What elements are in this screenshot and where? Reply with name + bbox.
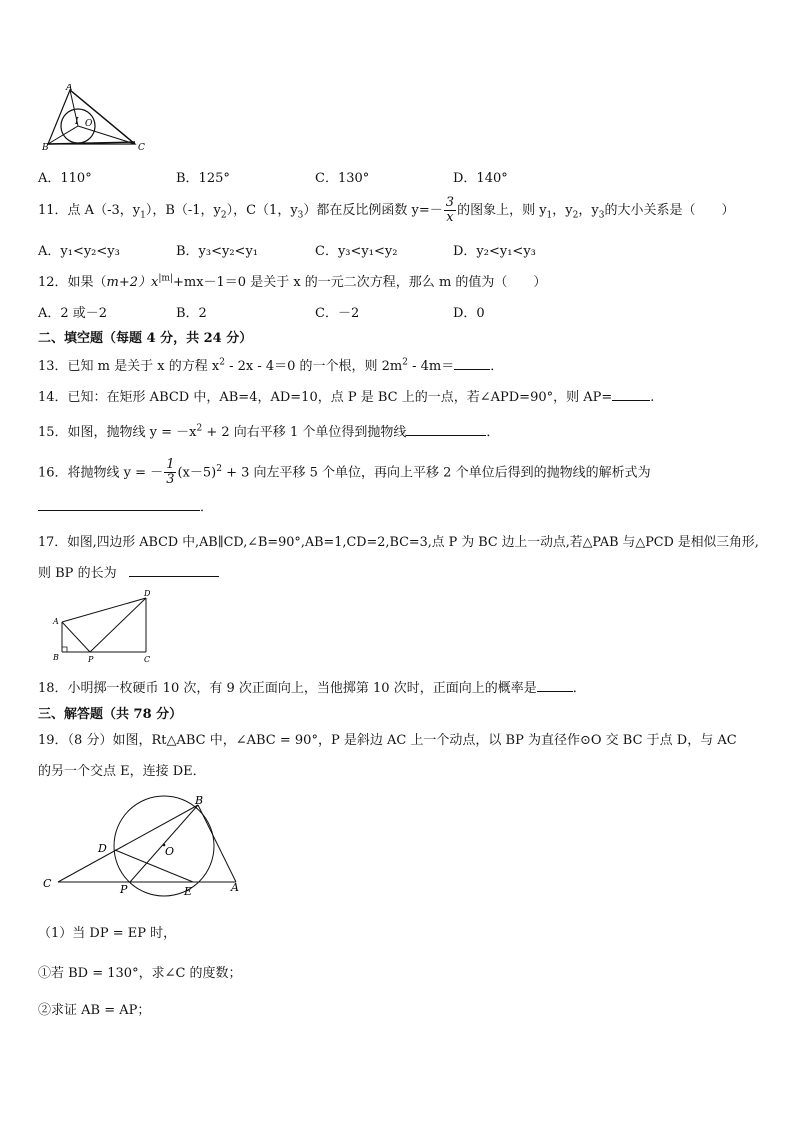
q19-part1-sub1: ①若 BD = 130°，求∠C 的度数； bbox=[38, 966, 242, 981]
fig17-label-b: B bbox=[53, 653, 59, 662]
fig19-label-e: E bbox=[184, 885, 193, 898]
q19-part1-sub2: ②求证 AB = AP； bbox=[38, 1003, 151, 1018]
q16-stem: 16．将抛物线 y = － $\frac{1}{3}$ $(x-5)^2 + 3$ 向左平移 5 个单位，再向上平移 2 个单位后得到的抛物线的解析式为 bbox=[38, 457, 651, 488]
q15-answer-blank[interactable] bbox=[406, 423, 486, 436]
q19-stem-line2: 的另一个交点 E，连接 DE． bbox=[38, 764, 206, 779]
q15-stem: 15．如图，抛物线 $y = -x^2 + 2$ 向右平移 1 个单位得到抛物线 ． bbox=[38, 423, 500, 440]
q11-option-a: A．y₁<y₂<y₃ bbox=[38, 244, 120, 259]
q13-stem: 13．已知 m 是关于 x 的方程 $x^2 - 2x - 4=0$ 的一个根，则 $2m^2 - 4m=$ ． bbox=[38, 357, 504, 374]
fig10-label-a: A bbox=[66, 84, 73, 93]
q10-option-a: A．110° bbox=[38, 171, 92, 186]
fig19-label-c: C bbox=[43, 877, 52, 890]
q17-answer-blank[interactable] bbox=[129, 564, 219, 577]
q11-option-c: C．y₃<y₁<y₂ bbox=[315, 244, 398, 259]
q12-option-d: D．0 bbox=[453, 306, 485, 321]
fig10-label-i: I bbox=[75, 117, 79, 127]
fig10-label-o: O bbox=[85, 119, 93, 129]
q14-answer-blank[interactable] bbox=[612, 388, 650, 401]
fig19-label-d: D bbox=[98, 842, 107, 855]
fig17-label-p: P bbox=[88, 655, 94, 664]
q19-stem-line1: 19．（8 分）如图，Rt△ABC 中，∠ABC = 90°，P 是斜边 AC 上一个动点，以 BP 为直径作⊙O 交 BC 于点 D，与 AC bbox=[38, 733, 737, 748]
q10-option-d: D．140° bbox=[453, 171, 508, 186]
q11-option-d: D．y₂<y₁<y₃ bbox=[453, 244, 536, 259]
q11-option-b: B．y₃<y₂<y₁ bbox=[176, 244, 259, 259]
q19-part1: （1）当 DP = EP 时， bbox=[38, 926, 177, 941]
q18-answer-blank[interactable] bbox=[537, 679, 573, 692]
q11-fraction: $\frac{3}{x}$ bbox=[445, 195, 455, 225]
q18-stem: 18．小明掷一枚硬币 10 次，有 9 次正面向上，当他掷第 10 次时，正面向上的概率是 ． bbox=[38, 681, 586, 696]
q10-option-b: B．125° bbox=[176, 171, 230, 186]
fig19-label-p: P bbox=[120, 883, 128, 896]
fig10-label-b: B bbox=[42, 143, 49, 153]
q11-stem: 11．点 A（-3，$y_1$），B（-1，$y_2$），C（1，$y_3$）都在反比例函数 y=－ $\frac{3}{x}$ 的图象上，则 $y_1$，$y_2$，$y_3$的大小关系是（ ） bbox=[38, 195, 735, 225]
q12-stem: 12．如果$(m+2)x^{|m|}+mx-1=0$ 是关于 x 的一元二次方程，那么 m 的值为（ ） bbox=[38, 273, 547, 290]
q16-answer-blank[interactable] bbox=[38, 498, 200, 511]
q13-answer-blank[interactable] bbox=[454, 357, 490, 370]
q17-figure bbox=[48, 586, 168, 666]
section-3-heading: 三、解答题（共 78 分） bbox=[38, 707, 183, 722]
q16-fraction: $\frac{1}{3}$ bbox=[166, 457, 175, 488]
q16-answer-line: ． bbox=[38, 496, 213, 515]
q10-figure bbox=[40, 84, 160, 154]
fig17-label-a: A bbox=[53, 617, 59, 626]
fig17-label-d: D bbox=[144, 589, 151, 598]
q17-stem-line1: 17．如图,四边形 ABCD 中,AB∥CD,∠B=90°,AB=1,CD=2,BC=3,点 P 为 BC 边上一动点,若△PAB 与△PCD 是相似三角形, bbox=[38, 535, 759, 550]
q12-option-b: B．2 bbox=[176, 306, 207, 321]
q12-option-c: C．－2 bbox=[315, 306, 360, 321]
q19-figure bbox=[38, 793, 258, 903]
q14-stem: 14．已知：在矩形 ABCD 中，AB=4，AD=10，点 P 是 BC 上的一点，若∠APD=90°，则 AP= . bbox=[38, 390, 655, 405]
fig10-label-c: C bbox=[138, 143, 145, 153]
q12-option-a: A．2 或－2 bbox=[38, 306, 108, 321]
q10-option-c: C．130° bbox=[315, 171, 370, 186]
fig19-label-a: A bbox=[231, 881, 239, 894]
fig19-label-b: B bbox=[195, 794, 204, 807]
fig17-label-c: C bbox=[144, 655, 151, 664]
q17-stem-line2: 则 BP 的长为 bbox=[38, 562, 219, 581]
fig19-label-o: O bbox=[165, 845, 175, 858]
section-2-heading: 二、填空题（每题 4 分，共 24 分） bbox=[38, 331, 253, 346]
